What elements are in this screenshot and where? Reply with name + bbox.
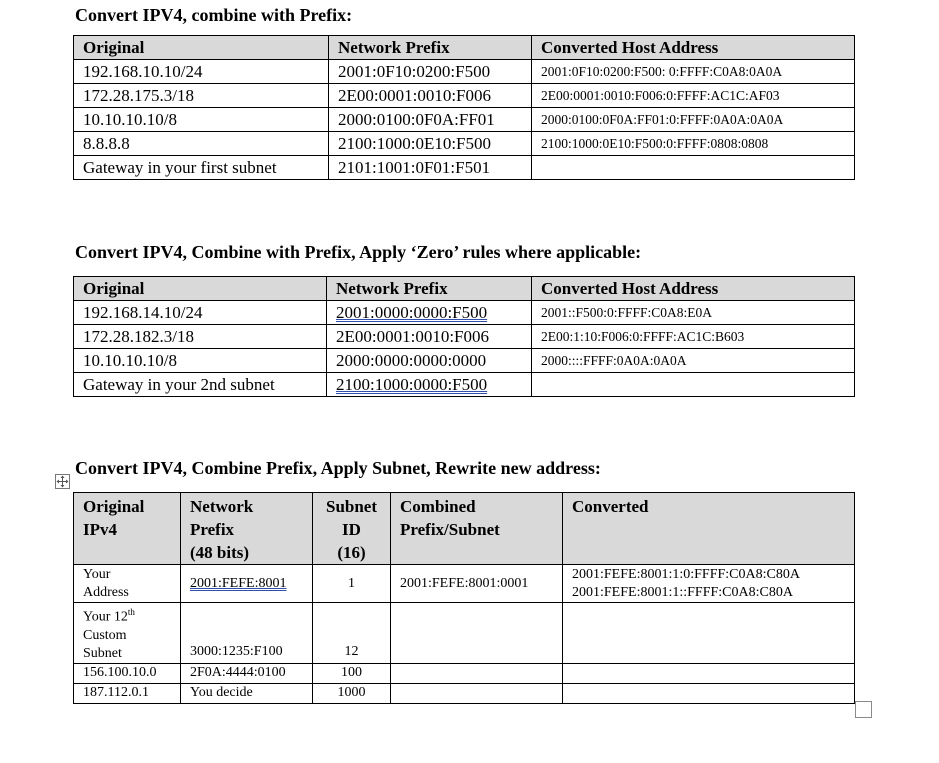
cell-converted: 2000:0100:0F0A:FF01:0:FFFF:0A0A:0A0A [532, 108, 855, 132]
cell-subnet-id: 1000 [313, 683, 391, 703]
table-row [74, 156, 855, 180]
header-converted-host-address: Converted Host Address [532, 36, 855, 60]
table-move-handle-icon[interactable] [55, 474, 70, 489]
ordinal-suffix: th [127, 607, 135, 617]
table-row [74, 132, 855, 156]
table-row [74, 683, 855, 703]
cell-network-prefix: You decide [181, 683, 313, 703]
header-subnet-id [313, 493, 391, 565]
cell-network-prefix: 2E00:0001:0010:F006 [329, 84, 532, 108]
table-header-row [74, 493, 855, 565]
cell-converted: 2001:0F10:0200:F500: 0:FFFF:C0A8:0A0A [532, 60, 855, 84]
cell-original-line3: Subnet [83, 645, 122, 661]
cell-original-line2: Address [83, 584, 129, 600]
header-network-prefix: Network Prefix [327, 277, 532, 301]
header-original: Original [74, 277, 327, 301]
cell-original [74, 565, 181, 603]
cell-network-prefix: 3000:1235:F100 [181, 603, 313, 664]
table-zero-rules [73, 276, 855, 397]
cell-original: 192.168.14.10/24 [74, 301, 327, 325]
header-subnet-line1: Subnet [325, 497, 378, 516]
cell-network-prefix: 2000:0000:0000:0000 [327, 349, 532, 373]
table-row [74, 325, 855, 349]
cell-original: 192.168.10.10/24 [74, 60, 329, 84]
table-row [74, 84, 855, 108]
table-row [74, 60, 855, 84]
header-subnet-line3: (16) [337, 543, 366, 562]
cell-original: 10.10.10.10/8 [74, 349, 327, 373]
cell-network-prefix: 2001:0000:0000:F500 [327, 301, 532, 325]
cell-converted: 2E00:1:10:F006:0:FFFF:AC1C:B603 [532, 325, 855, 349]
cell-combined[interactable] [391, 663, 563, 683]
cell-original-line2: Custom [83, 627, 127, 643]
header-prefix-line3: (48 bits) [190, 543, 250, 562]
header-converted-host-address: Converted Host Address [532, 277, 855, 301]
cell-original: 172.28.182.3/18 [74, 325, 327, 349]
cell-original: 10.10.10.10/8 [74, 108, 329, 132]
cell-subnet-id: 100 [313, 663, 391, 683]
cell-network-prefix: 2F0A:4444:0100 [181, 663, 313, 683]
cell-original: 156.100.10.0 [74, 663, 181, 683]
table-convert-ipv4 [73, 35, 855, 180]
cell-converted[interactable] [563, 603, 855, 664]
cell-network-prefix: 2000:0100:0F0A:FF01 [329, 108, 532, 132]
cell-subnet-id: 1 [313, 565, 391, 603]
table-row [74, 663, 855, 683]
table-resize-handle-icon[interactable] [855, 701, 872, 718]
table-row [74, 603, 855, 664]
header-original-ipv4 [74, 493, 181, 565]
header-network-prefix: Network Prefix [329, 36, 532, 60]
table-header-row [74, 277, 855, 301]
cell-network-prefix: 2100:1000:0000:F500 [327, 373, 532, 397]
header-combined-line2: Prefix/Subnet [400, 520, 500, 539]
cell-converted[interactable] [563, 683, 855, 703]
header-original-line2: IPv4 [83, 520, 117, 539]
table-row [74, 301, 855, 325]
cell-combined: 2001:FEFE:8001:0001 [391, 565, 563, 603]
converted-line1: 2001:FEFE:8001:1:0:FFFF:C0A8:C80A [572, 566, 800, 582]
cell-original: 187.112.0.1 [74, 683, 181, 703]
header-combined [391, 493, 563, 565]
section2-title: Convert IPV4, Combine with Prefix, Apply ‘Zero’ rules where applicable: [75, 242, 642, 262]
section1-title: Convert IPV4, combine with Prefix: [75, 5, 353, 25]
cell-original-line1: Your [83, 566, 111, 582]
table-row [74, 108, 855, 132]
converted-line2: 2001:FEFE:8001:1::FFFF:C0A8:C80A [572, 584, 793, 600]
cell-converted: 2100:1000:0E10:F500:0:FFFF:0808:0808 [532, 132, 855, 156]
cell-network-prefix: 2001:0F10:0200:F500 [329, 60, 532, 84]
cell-original-line1 [83, 603, 180, 627]
header-original: Original [74, 36, 329, 60]
cell-original: 8.8.8.8 [74, 132, 329, 156]
cell-combined[interactable] [391, 603, 563, 664]
cell-converted: 2E00:0001:0010:F006:0:FFFF:AC1C:AF03 [532, 84, 855, 108]
cell-converted[interactable] [532, 373, 855, 397]
cell-converted: 2001::F500:0:FFFF:C0A8:E0A [532, 301, 855, 325]
cell-subnet-id: 12 [313, 603, 391, 664]
cell-original: Gateway in your first subnet [74, 156, 329, 180]
cell-converted [563, 565, 855, 603]
header-combined-line1: Combined [400, 497, 476, 516]
cell-network-prefix: 2101:1001:0F01:F501 [329, 156, 532, 180]
cell-original [74, 603, 181, 664]
table-row [74, 349, 855, 373]
cell-converted[interactable] [563, 663, 855, 683]
header-converted: Converted [563, 493, 855, 565]
table-header-row [74, 36, 855, 60]
header-subnet-line2: ID [342, 520, 361, 539]
cell-original: 172.28.175.3/18 [74, 84, 329, 108]
header-prefix-line1: Network [190, 497, 254, 516]
cell-converted[interactable] [532, 156, 855, 180]
cell-network-prefix: 2001:FEFE:8001 [181, 565, 313, 603]
cell-network-prefix: 2E00:0001:0010:F006 [327, 325, 532, 349]
cell-converted: 2000::::FFFF:0A0A:0A0A [532, 349, 855, 373]
cell-network-prefix: 2100:1000:0E10:F500 [329, 132, 532, 156]
table-subnet-rewrite [73, 492, 855, 704]
header-prefix-line2: Prefix [190, 520, 235, 539]
original-line1-text: Your 12 [83, 609, 128, 625]
header-network-prefix [181, 493, 313, 565]
table-row [74, 565, 855, 603]
section3-title: Convert IPV4, Combine Prefix, Apply Subnet, Rewrite new address: [75, 458, 601, 478]
cell-combined[interactable] [391, 683, 563, 703]
table-row [74, 373, 855, 397]
cell-original: Gateway in your 2nd subnet [74, 373, 327, 397]
header-original-line1: Original [83, 497, 145, 516]
